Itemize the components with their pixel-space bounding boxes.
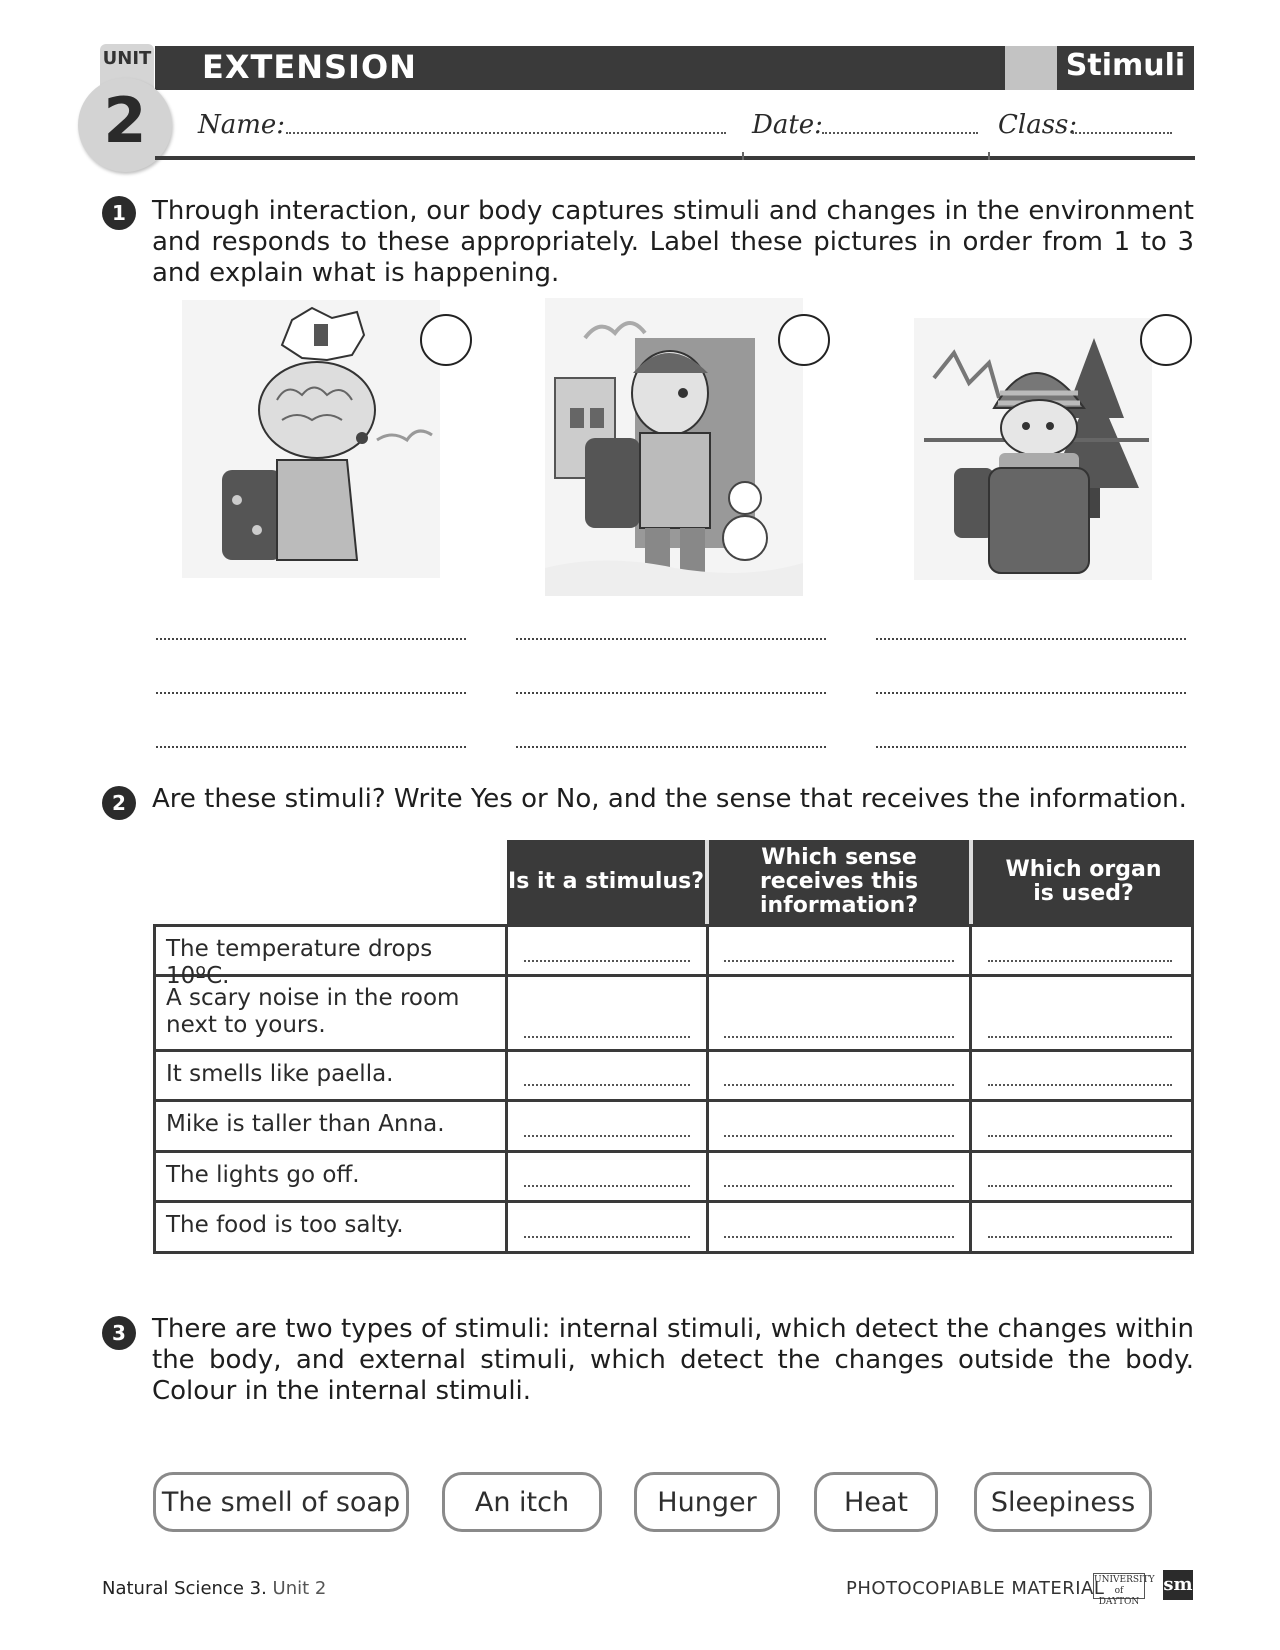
worksheet-title: EXTENSION <box>202 48 417 86</box>
table-border <box>153 1251 1194 1254</box>
answer-field[interactable] <box>724 960 954 962</box>
answer-field[interactable] <box>524 960 690 962</box>
stimulus-option[interactable]: Hunger <box>634 1472 780 1532</box>
boy-thinking-cold-icon <box>182 300 440 578</box>
question-number: 1 <box>102 196 136 230</box>
table-border <box>706 924 709 1254</box>
answer-field[interactable] <box>524 1084 690 1086</box>
unit-number: 2 <box>103 84 147 157</box>
answer-line[interactable] <box>516 746 826 748</box>
question-1-text: Through interaction, our body captures stimuli and changes in the environment and responds to these appropriately. Label these pictures in order from 1 to 3 and explain what is happening. <box>152 196 1194 288</box>
question-number: 3 <box>102 1316 136 1350</box>
boy-shivering-in-snow-icon <box>545 298 803 596</box>
rule-divider <box>988 152 990 160</box>
column-header-organ: Which organ is used? <box>973 840 1194 924</box>
table-border <box>1191 924 1194 1254</box>
date-label: Date: <box>752 110 823 140</box>
column-header-stimulus: Is it a stimulus? <box>507 840 705 924</box>
answer-field[interactable] <box>724 1236 954 1238</box>
answer-field[interactable] <box>988 1036 1172 1038</box>
table-row-label: The temperature drops 10ºC. <box>166 936 433 989</box>
title-accent <box>1005 46 1057 90</box>
date-field[interactable] <box>822 132 978 134</box>
table-border <box>153 1200 1194 1203</box>
table-row-label: The food is too salty. <box>166 1212 404 1238</box>
answer-field[interactable] <box>724 1135 954 1137</box>
footer-unit: Unit 2 <box>272 1578 327 1599</box>
class-field[interactable] <box>1072 132 1172 134</box>
question-2-text: Are these stimuli? Write Yes or No, and the sense that receives the information. <box>152 784 1187 814</box>
stimulus-option[interactable]: Sleepiness <box>974 1472 1152 1532</box>
header-divider <box>705 840 709 924</box>
table-border <box>153 1049 1194 1052</box>
answer-line[interactable] <box>156 638 466 640</box>
answer-line[interactable] <box>156 746 466 748</box>
table-row-label: Mike is taller than Anna. <box>166 1111 445 1137</box>
answer-line[interactable] <box>876 746 1186 748</box>
stimulus-option[interactable]: Heat <box>814 1472 938 1532</box>
order-circle-1[interactable] <box>420 314 472 366</box>
column-header-sense: Which sense receives this information? <box>709 840 969 924</box>
rule-divider <box>742 152 744 160</box>
answer-field[interactable] <box>988 1236 1172 1238</box>
answer-line[interactable] <box>156 692 466 694</box>
boy-wrapped-warm-icon <box>914 318 1152 580</box>
table-border <box>505 924 508 1254</box>
answer-field[interactable] <box>988 1084 1172 1086</box>
answer-field[interactable] <box>724 1185 954 1187</box>
order-circle-2[interactable] <box>778 314 830 366</box>
answer-field[interactable] <box>988 960 1172 962</box>
unit-label: UNIT <box>102 48 152 69</box>
footer-book <box>102 1578 326 1599</box>
answer-line[interactable] <box>516 692 826 694</box>
answer-line[interactable] <box>516 638 826 640</box>
name-field[interactable] <box>286 132 726 134</box>
answer-field[interactable] <box>524 1135 690 1137</box>
table-border <box>153 1099 1194 1102</box>
answer-field[interactable] <box>524 1185 690 1187</box>
answer-field[interactable] <box>988 1135 1172 1137</box>
table-row-label: A scary noise in the room next to yours. <box>166 985 460 1038</box>
table-border <box>153 924 1194 927</box>
table-row-label: The lights go off. <box>166 1162 360 1188</box>
class-label: Class: <box>998 110 1078 140</box>
stimulus-option[interactable]: The smell of soap <box>153 1472 409 1532</box>
question-3-text: There are two types of stimuli: internal stimuli, which detect the changes within the body, and external stimuli, which detect the changes outside the body. Colour in the internal stimuli. <box>152 1314 1194 1406</box>
footer-copyright: PHOTOCOPIABLE MATERIAL <box>846 1578 1105 1599</box>
header-rule <box>155 156 1195 160</box>
answer-field[interactable] <box>724 1036 954 1038</box>
table-border <box>153 924 156 1254</box>
answer-line[interactable] <box>876 692 1186 694</box>
footer-book-title: Natural Science 3. <box>102 1578 267 1599</box>
question-number: 2 <box>102 786 136 820</box>
order-circle-3[interactable] <box>1140 314 1192 366</box>
table-row-label: It smells like paella. <box>166 1061 394 1087</box>
table-border <box>153 1150 1194 1153</box>
table-border <box>969 924 972 1254</box>
answer-field[interactable] <box>524 1036 690 1038</box>
answer-field[interactable] <box>724 1084 954 1086</box>
answer-line[interactable] <box>876 638 1186 640</box>
topic-title: Stimuli <box>1065 48 1186 83</box>
university-logo: UNIVERSITY of DAYTON <box>1094 1575 1155 1607</box>
answer-field[interactable] <box>524 1236 690 1238</box>
publisher-logo: sm <box>1163 1570 1193 1600</box>
name-label: Name: <box>198 110 286 140</box>
stimulus-option[interactable]: An itch <box>442 1472 602 1532</box>
answer-field[interactable] <box>988 1185 1172 1187</box>
header-divider <box>969 840 973 924</box>
